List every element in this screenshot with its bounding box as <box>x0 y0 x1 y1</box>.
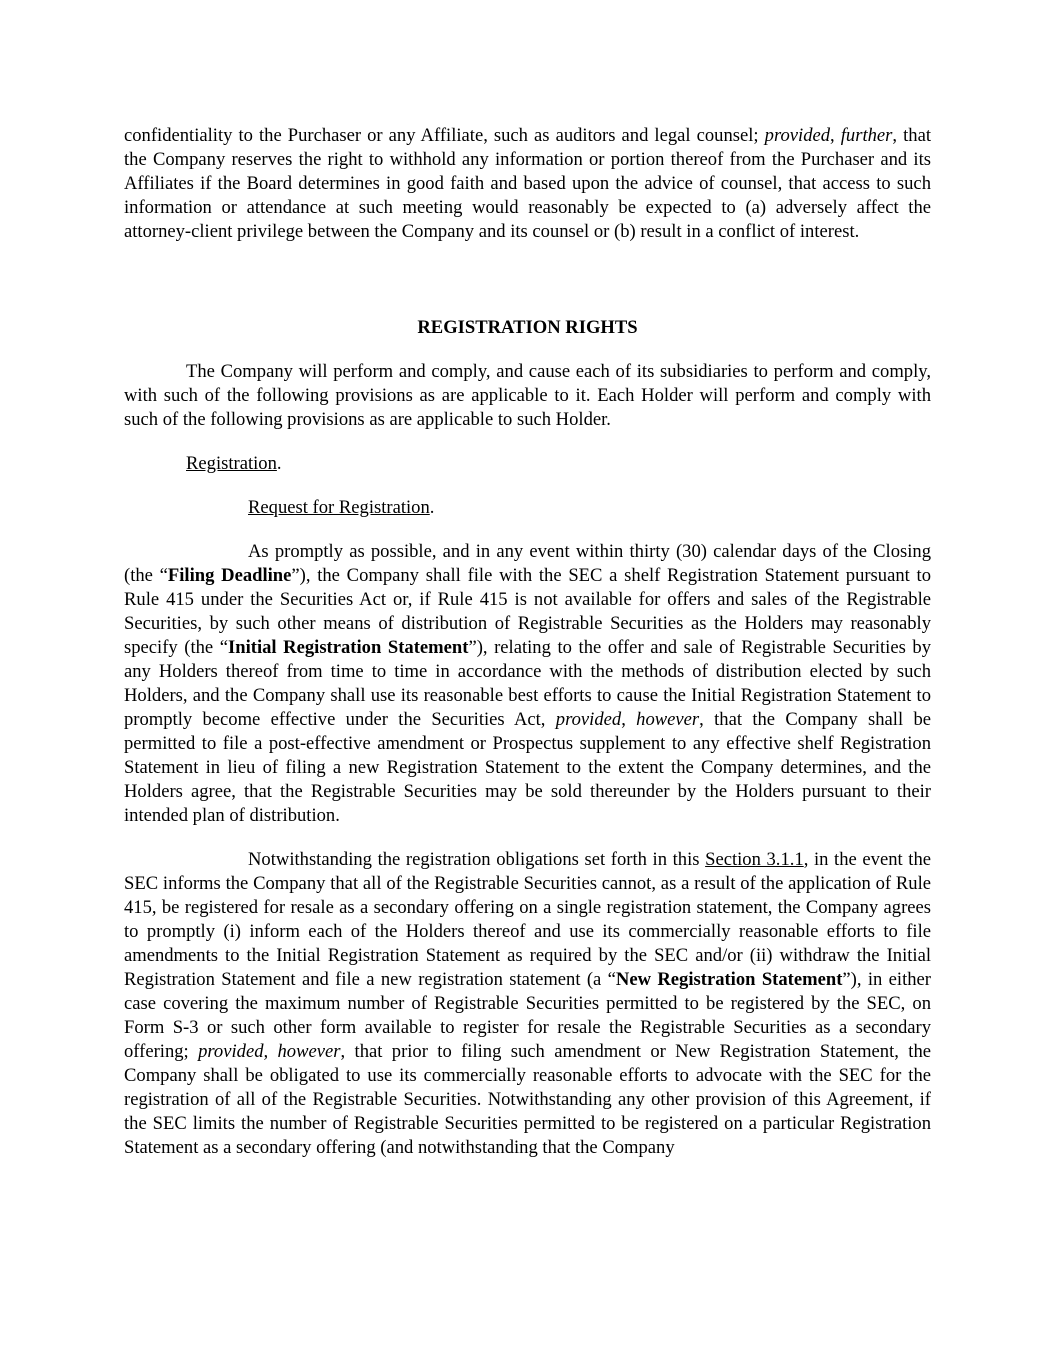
paragraph-text: As promptly as possible, and in any event within thirty (30) calendar days of the Closing (the “ <box>124 541 931 586</box>
document-page <box>124 124 931 1160</box>
paragraph-text: , that the Company shall be permitted to file a post-effective amendment or Prospectus supplement to any effective shelf Registration Statement in lieu of filing a new Registration Statement to the extent the Company determines, and the Holders agree, that the Registrable Securities may be sold thereunder by the Holders pursuant to their intended plan of distribution. <box>124 709 932 826</box>
paragraph-text: ”), the Company shall file with the SEC a shelf Registration Statement pursuant to Rule 415 under the Securities Act or, if Rule 415 is not available for offers and sales of the Registrable Securities, by such other means of distribution of Registrable Securities as the Holders may reasonably specify (the “ <box>124 565 932 658</box>
paragraph-filing-deadline <box>124 540 931 828</box>
defined-term-initial-registration-statement: Initial Registration Statement <box>228 637 469 658</box>
subsection-title-request <box>124 496 931 520</box>
paragraph-text: ”), relating to the offer and sale of Registrable Securities by any Holders thereof from time to time in accordance with the methods of distribution elected by such Holders, and the Company shall use its reasonable best efforts to cause the Initial Registration Statement to promptly become effective under the Securities Act, <box>124 637 931 730</box>
defined-term-filing-deadline: Filing Deadline <box>167 565 292 586</box>
subsection-label: Registration <box>186 453 277 474</box>
italic-term-provided: provided <box>555 709 622 730</box>
paragraph-text: , <box>621 709 637 730</box>
section-reference: Section 3.1.1 <box>705 849 804 870</box>
paragraph-text: Notwithstanding the registration obligations set forth in this <box>248 849 706 870</box>
paragraph-text: , in the event the SEC informs the Company that all of the Registrable Securities cannot, as a result of the application of Rule 415, be registered for resale as a secondary offering on a single registration statement, the Company agrees to promptly (i) inform each of the Holders thereof and use its commercially reasonable efforts to file amendments to the Initial Registration Statement as required by the SEC and/or (ii) withdraw the Initial Registration Statement and file a new registration statement (a “ <box>124 849 932 990</box>
subsection-punct: . <box>429 497 435 518</box>
paragraph-confidentiality <box>124 124 931 244</box>
subsection-title-registration <box>124 452 931 476</box>
paragraph-text: confidentiality to the Purchaser or any Affiliate, such as auditors and legal counsel; <box>124 125 765 146</box>
subsection-punct: . <box>276 453 282 474</box>
italic-term-further: further <box>840 125 893 146</box>
italic-term-provided: provided <box>764 125 831 146</box>
paragraph-text: , that the Company reserves the right to withhold any information or portion thereof from the Purchaser and its Affiliates if the Board determines in good faith and based upon the advice of counsel, that access to such information or attendance at such meeting would reasonably be expected to (a) adversely affect the attorney-client privilege between the Company and its counsel or (b) result in a conflict of interest. <box>124 125 931 242</box>
defined-term-new-registration-statement: New Registration Statement <box>615 969 843 990</box>
italic-term-provided-however: provided, however <box>198 1041 341 1062</box>
italic-term-however: however <box>636 709 700 730</box>
paragraph-intro: The Company will perform and comply, and cause each of its subsidiaries to perform and comply, with such of the following provisions as are applicable to it. Each Holder will perform and comply with such of the following provisions as are applicable to such Holder. <box>124 361 931 430</box>
paragraph-text: , that prior to filing such amendment or New Registration Statement, the Company shall be obligated to use its commercially reasonable efforts to advocate with the SEC for the registration of all of the Registrable Securities. Notwithstanding any other provision of this Agreement, if the SEC limits the number of Registrable Securities permitted to be registered on a particular Registration Statement as a secondary offering (and notwithstanding that the Company <box>124 1041 931 1158</box>
paragraph-text: , <box>830 125 841 146</box>
subsection-label: Request for Registration <box>248 497 430 518</box>
paragraph-notwithstanding <box>124 848 931 1160</box>
section-heading: REGISTRATION RIGHTS <box>417 317 638 338</box>
paragraph-text: ”), in either case covering the maximum number of Registrable Securities permitted to be registered by the SEC, on Form S-3 or such other form available to register for resale the Registrable Securities as a secondary offering; <box>124 969 931 1062</box>
